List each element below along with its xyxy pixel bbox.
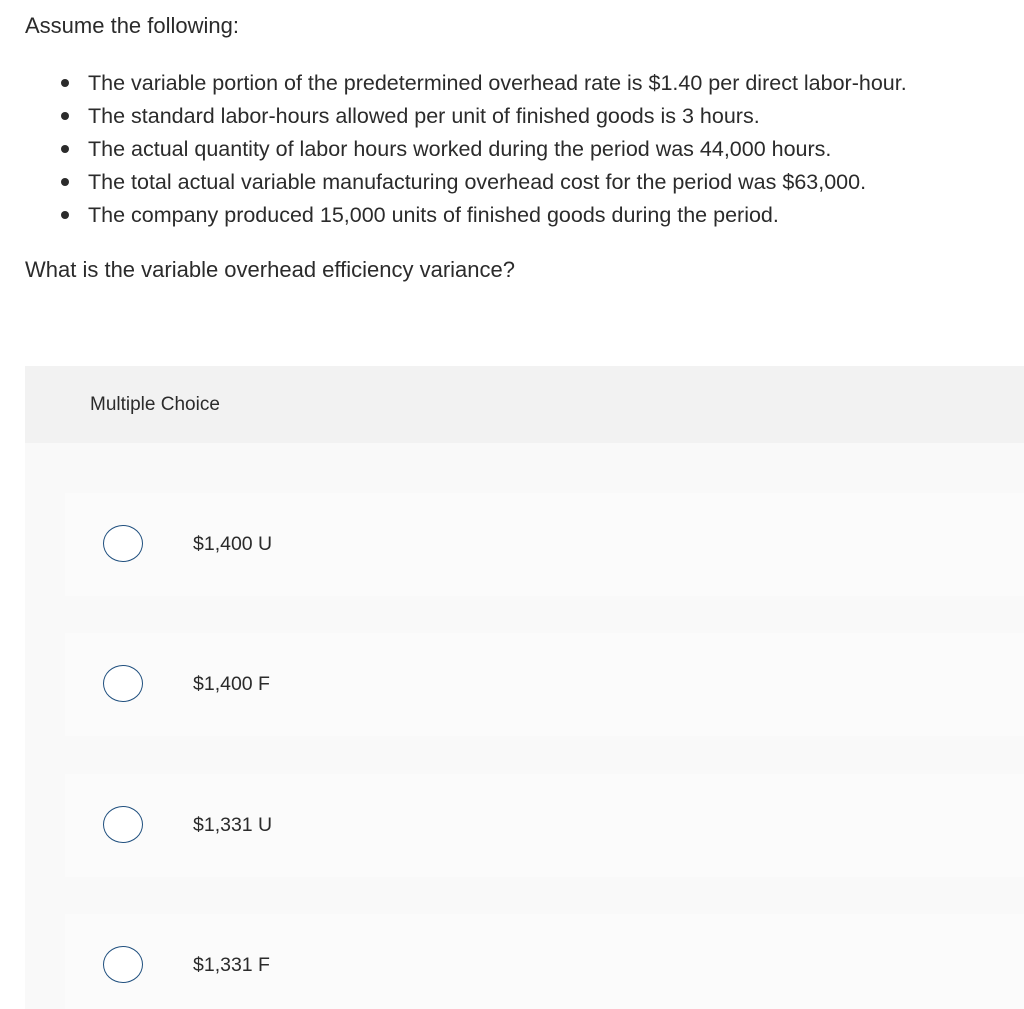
- answer-option-label: $1,331 U: [193, 814, 273, 836]
- answer-option-3[interactable]: [65, 774, 1024, 877]
- assumption-item: [0, 133, 1024, 166]
- assumption-item: [0, 67, 1024, 100]
- assumption-item: [0, 166, 1024, 199]
- radio-button-icon[interactable]: [103, 946, 143, 983]
- assumption-item: [0, 199, 1024, 232]
- multiple-choice-label: Multiple Choice: [90, 394, 220, 415]
- radio-button-icon[interactable]: [103, 665, 143, 702]
- bullet-dot-icon: [61, 112, 69, 120]
- assumption-item: [0, 100, 1024, 133]
- question-text: What is the variable overhead efficiency variance?: [25, 257, 515, 282]
- answer-option-label: $1,400 U: [193, 533, 273, 555]
- bullet-dot-icon: [61, 79, 69, 87]
- answer-option-4[interactable]: [65, 914, 1024, 1009]
- assumption-text: The standard labor-hours allowed per unit of finished goods is 3 hours.: [88, 104, 760, 128]
- bullet-dot-icon: [61, 145, 69, 153]
- answer-option-label: $1,400 F: [193, 673, 270, 695]
- radio-button-icon[interactable]: [103, 806, 143, 843]
- bullet-dot-icon: [61, 211, 69, 219]
- assumption-text: The total actual variable manufacturing overhead cost for the period was $63,000.: [88, 170, 867, 194]
- assumption-text: The company produced 15,000 units of finished goods during the period.: [88, 203, 779, 227]
- answer-option-label: $1,331 F: [193, 954, 270, 976]
- assumption-list: [0, 67, 1024, 232]
- radio-button-icon[interactable]: [103, 525, 143, 562]
- intro-text: Assume the following:: [25, 13, 239, 38]
- multiple-choice-header: [25, 366, 1024, 443]
- answer-option-2[interactable]: [65, 633, 1024, 736]
- answer-option-1[interactable]: [65, 493, 1024, 596]
- assumption-text: The actual quantity of labor hours worked during the period was 44,000 hours.: [88, 137, 832, 161]
- assumption-text: The variable portion of the predetermined overhead rate is $1.40 per direct labor-hour.: [88, 71, 907, 95]
- bullet-dot-icon: [61, 178, 69, 186]
